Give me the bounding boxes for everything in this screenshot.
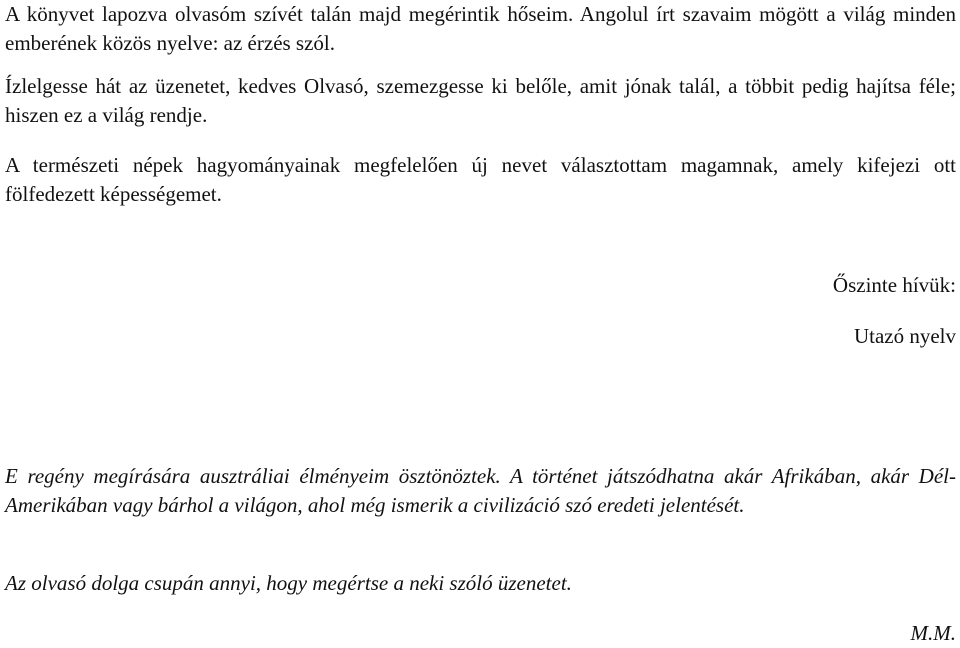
paragraph-2: Ízlelgesse hát az üzenetet, kedves Olvasó, szemezgesse ki belőle, amit jónak talál, a többit pedig hajítsa féle; hiszen ez a világ rendje. <box>5 74 956 127</box>
paragraph-1: A könyvet lapozva olvasóm szívét talán majd megérintik hőseim. Angolul írt szavaim mögött a világ minden emberének közös nyelve: az érzés szól. <box>5 2 956 55</box>
paragraph-3: A természeti népek hagyományainak megfelelően új nevet választottam magamnak, amely kifejezi ott fölfedezett képességemet. <box>5 153 956 206</box>
author-initials: M.M. <box>910 621 956 645</box>
signature-name: Utazó nyelv <box>853 324 956 348</box>
paragraph-5-italic: Az olvasó dolga csupán annyi, hogy megértse a neki szóló üzenetet. <box>5 571 572 595</box>
paragraph-4-italic: E regény megírására ausztráliai élményeim ösztönöztek. A történet játszódhatna akár Afrikában, akár Dél-Amerikában vagy bárhol a világon, ahol még ismerik a civilizáció szó eredeti jelentését. <box>5 464 956 517</box>
document-page <box>5 0 956 643</box>
greeting-line: Őszinte hívük: <box>832 273 956 297</box>
